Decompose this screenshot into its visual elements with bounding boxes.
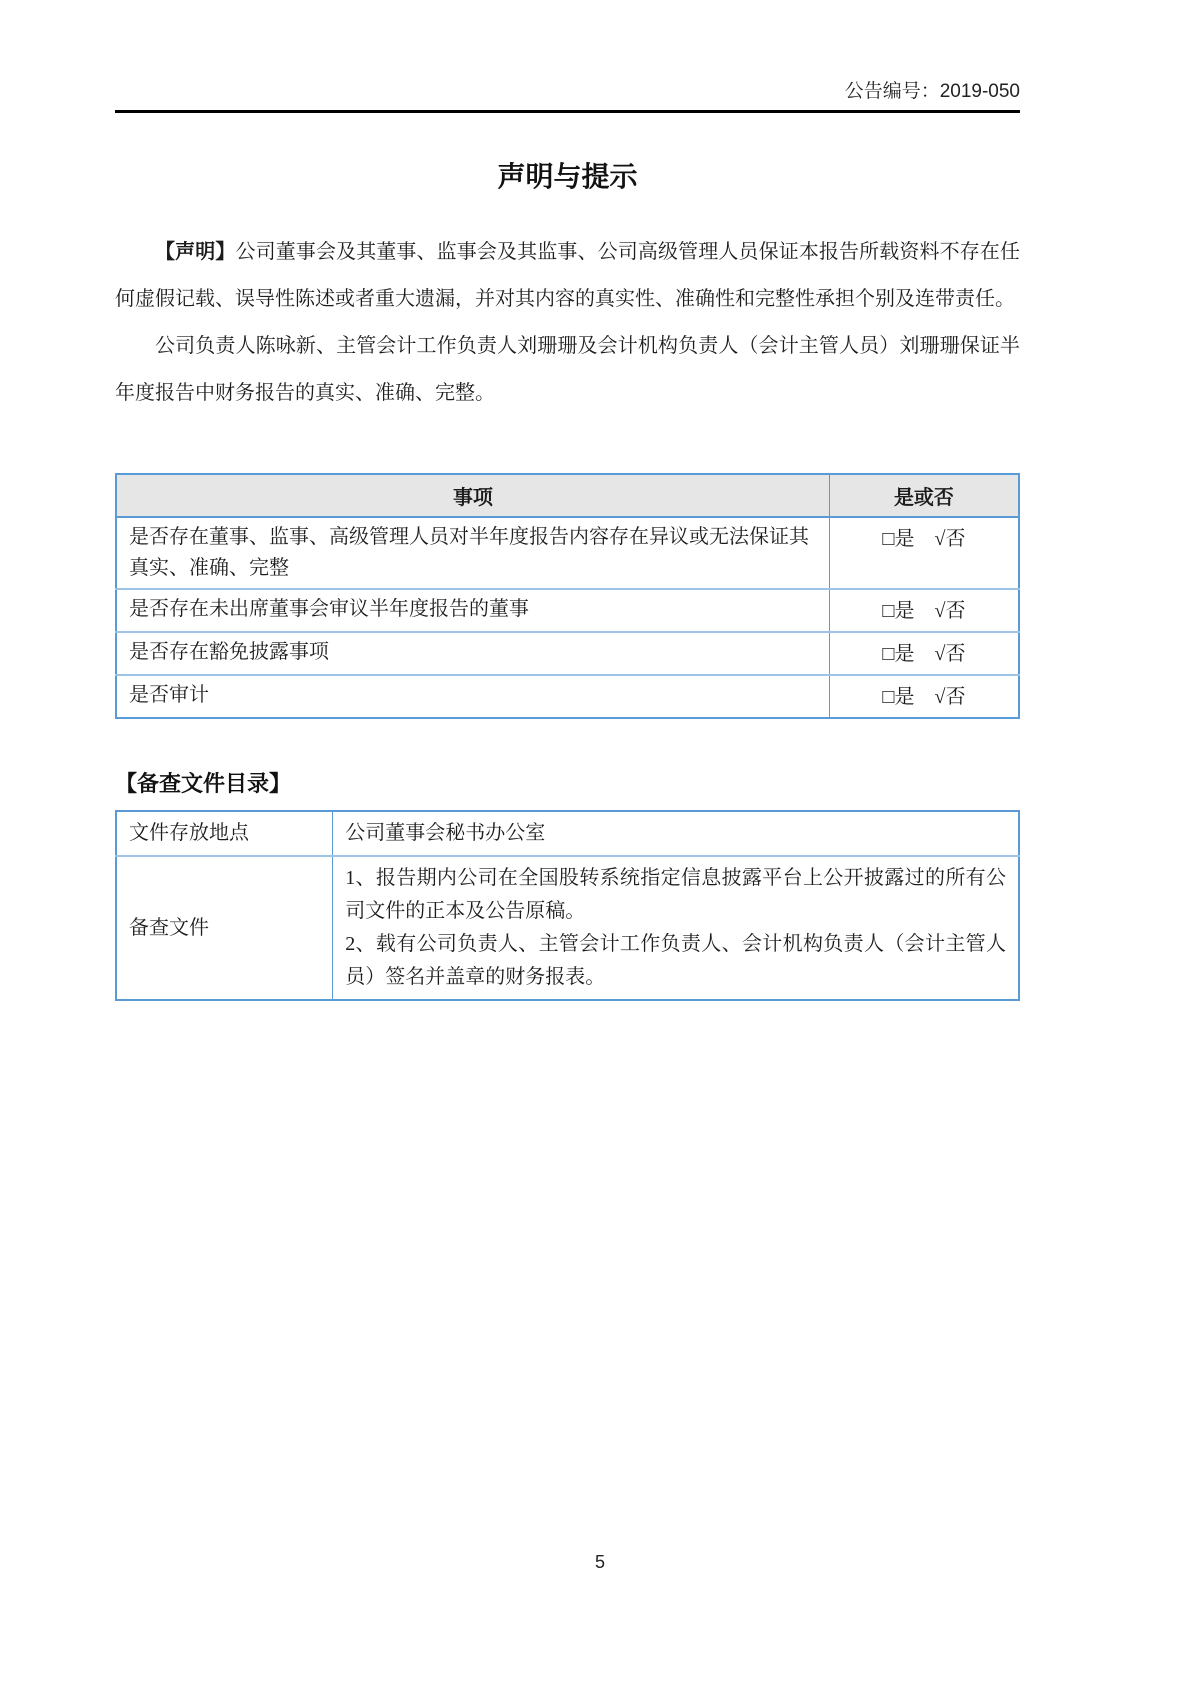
matter-answer: □是 √否 xyxy=(829,589,1019,632)
table-row xyxy=(116,675,1019,718)
ref-content-line: 2、载有公司负责人、主管会计工作负责人、会计机构负责人（会计主管人员）签名并盖章的财务报表。 xyxy=(345,933,1006,988)
table-row xyxy=(116,811,1019,856)
responsibility-paragraph: 公司负责人陈咏新、主管会计工作负责人刘珊珊及会计机构负责人（会计主管人员）刘珊珊保证半年度报告中财务报告的真实、准确、完整。 xyxy=(115,335,1020,404)
matters-table-header-row xyxy=(116,474,1019,517)
ref-content-line: 公司董事会秘书办公室 xyxy=(345,822,546,844)
ref-row-content xyxy=(333,811,1019,856)
ref-row-label: 文件存放地点 xyxy=(116,811,333,856)
matters-header-item: 事项 xyxy=(116,474,829,517)
matter-item: 是否审计 xyxy=(116,675,829,718)
page-content xyxy=(115,0,1020,1001)
declaration-text: 公司董事会及其董事、监事会及其监事、公司高级管理人员保证本报告所载资料不存在任何虚假记载、误导性陈述或者重大遗漏，并对其内容的真实性、准确性和完整性承担个别及连带责任。 xyxy=(115,241,1021,310)
matter-item: 是否存在未出席董事会审议半年度报告的董事 xyxy=(116,589,829,632)
declaration-label: 【声明】 xyxy=(155,241,236,263)
reference-docs-section-title: 【备查文件目录】 xyxy=(115,771,292,796)
table-row xyxy=(116,589,1019,632)
page-number: 5 xyxy=(594,1552,605,1572)
reference-docs-table xyxy=(115,810,1020,1001)
table-row xyxy=(116,517,1019,589)
matter-answer: □是 √否 xyxy=(829,675,1019,718)
ref-row-label: 备查文件 xyxy=(116,856,333,1000)
matter-item: 是否存在豁免披露事项 xyxy=(116,632,829,675)
matters-table xyxy=(115,473,1020,719)
declaration-paragraph xyxy=(115,229,1020,323)
table-row xyxy=(116,856,1019,1000)
matters-header-answer: 是或否 xyxy=(829,474,1019,517)
ref-content-line: 1、报告期内公司在全国股转系统指定信息披露平台上公开披露过的所有公司文件的正本及公告原稿。 xyxy=(345,867,1006,922)
announcement-number xyxy=(115,0,1020,113)
matter-answer: □是 √否 xyxy=(829,517,1019,589)
page-title: 声明与提示 xyxy=(497,161,638,192)
matter-item: 是否存在董事、监事、高级管理人员对半年度报告内容存在异议或无法保证其真实、准确、完整 xyxy=(116,517,829,589)
announcement-number-text: 公告编号：2019-050 xyxy=(844,81,1020,102)
matter-answer: □是 √否 xyxy=(829,632,1019,675)
ref-row-content xyxy=(333,856,1019,1000)
table-row xyxy=(116,632,1019,675)
